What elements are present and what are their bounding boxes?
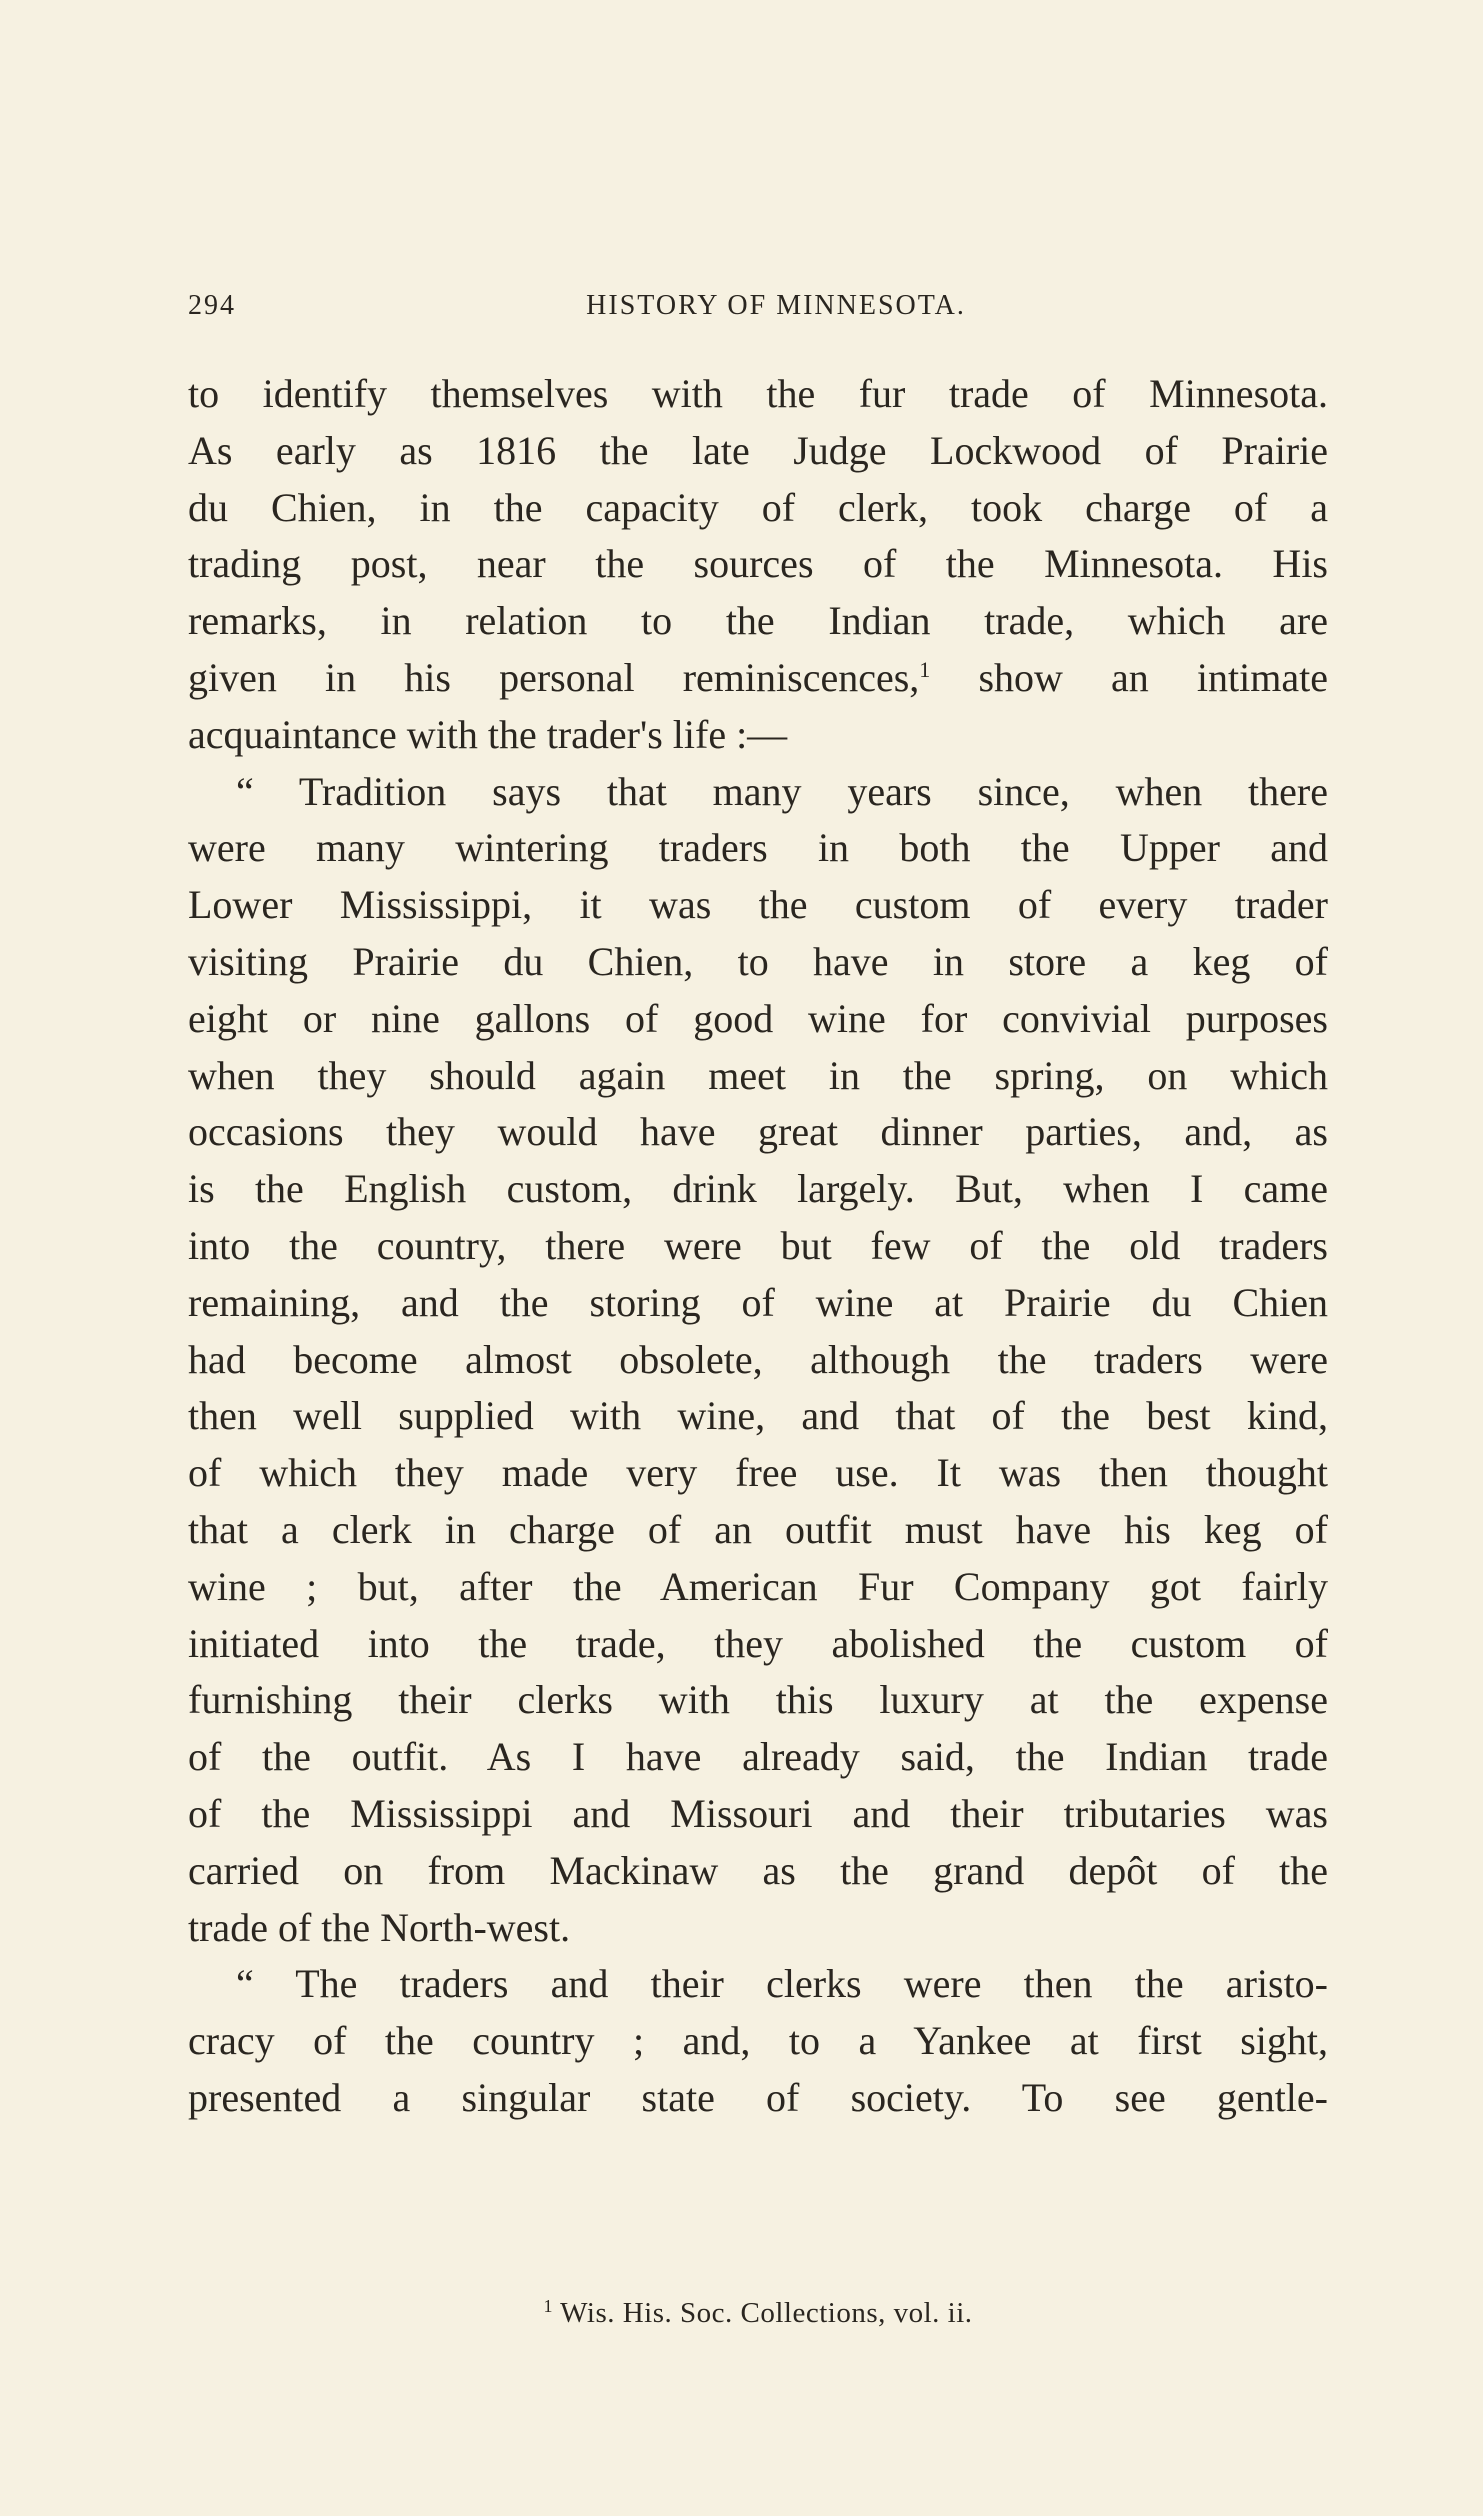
footnote-marker: 1	[543, 2296, 553, 2316]
text-line: du Chien, in the capacity of clerk, took charge of a	[188, 484, 1328, 530]
text-line-with-footnote-ref	[188, 650, 1328, 707]
text-line: to identify themselves with the fur trade of Minnesota.	[188, 371, 1328, 416]
text-line: had become almost obsolete, although the traders were	[188, 1336, 1328, 1382]
text-line: cracy of the country ; and, to a Yankee at first sight,	[188, 2018, 1328, 2064]
paragraph-1	[188, 366, 1328, 764]
text-line: that a clerk in charge of an outfit must have his keg of	[188, 1506, 1328, 1552]
text-line: wine ; but, after the American Fur Company got fairly	[188, 1563, 1328, 1609]
text-line: acquaintance with the trader's life :—	[188, 711, 788, 757]
text-line: presented a singular state of society. To see gentle-	[188, 2074, 1328, 2120]
text-line: Lower Mississippi, it was the custom of every trader	[188, 882, 1328, 928]
text-line: remaining, and the storing of wine at Prairie du Chien	[188, 1279, 1328, 1325]
text-line: visiting Prairie du Chien, to have in store a keg of	[188, 938, 1328, 984]
text-line: into the country, there were but few of the old traders	[188, 1222, 1328, 1268]
text-line: occasions they would have great dinner parties, and, as	[188, 1109, 1328, 1155]
text-line: of the outfit. As I have already said, the Indian trade	[188, 1734, 1328, 1780]
text-line: trade of the North-west.	[188, 1904, 571, 1950]
text-line: were many wintering traders in both the Upper and	[188, 825, 1328, 871]
text-line: furnishing their clerks with this luxury at the expense	[188, 1677, 1328, 1723]
text-line: then well supplied with wine, and that of the best kind,	[188, 1393, 1328, 1439]
text-line: As early as 1816 the late Judge Lockwood of Prairie	[188, 427, 1328, 473]
paragraph-2	[188, 764, 1328, 1957]
footnote-text: Wis. His. Soc. Collections, vol. ii.	[552, 2297, 973, 2329]
text-line: is the English custom, drink largely. But, when I came	[188, 1166, 1328, 1212]
footnote-reference: 1	[919, 656, 931, 682]
text-line: trading post, near the sources of the Minnesota. His	[188, 541, 1328, 587]
footnote	[188, 2297, 1328, 2330]
paragraph-3	[188, 1956, 1328, 2126]
body-text	[188, 366, 1328, 2127]
text-line: carried on from Mackinaw as the grand depôt of the	[188, 1847, 1328, 1893]
text-segment: show an intimate	[930, 654, 1328, 700]
text-line: of the Mississippi and Missouri and their tributaries was	[188, 1790, 1328, 1836]
text-line: remarks, in relation to the Indian trade, which are	[188, 598, 1328, 644]
running-head	[188, 290, 1328, 330]
text-line: when they should again meet in the spring, on which	[188, 1052, 1328, 1098]
text-line: “ The traders and their clerks were then the aristo-	[236, 1961, 1328, 2007]
text-line: initiated into the trade, they abolished the custom of	[188, 1620, 1328, 1666]
text-line: eight or nine gallons of good wine for convivial purposes	[188, 995, 1328, 1041]
running-title: HISTORY OF MINNESOTA.	[586, 290, 966, 321]
page-number: 294	[188, 290, 236, 321]
text-line: “ Tradition says that many years since, when there	[236, 768, 1328, 814]
text-segment: given in his personal reminiscences,	[188, 654, 920, 700]
text-line: of which they made very free use. It was then thought	[188, 1450, 1328, 1496]
